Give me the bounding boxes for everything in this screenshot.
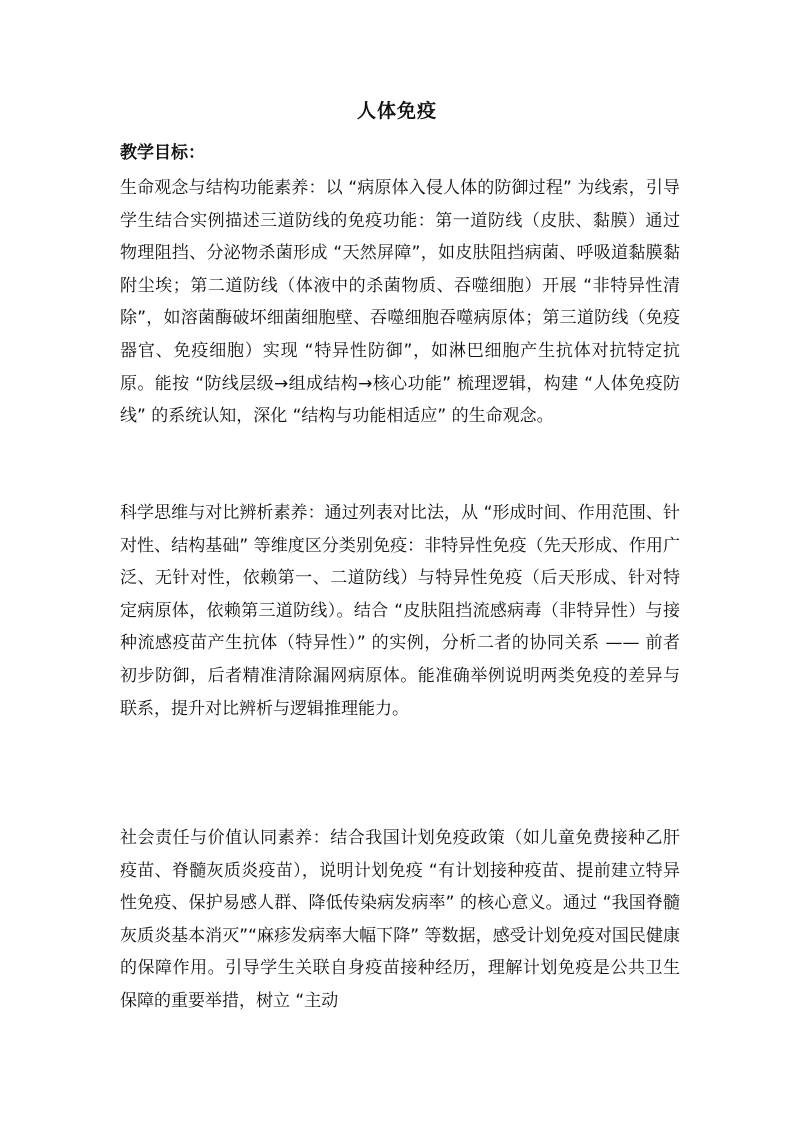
paragraph-scientific-thinking: 科学思维与对比辨析素养：通过列表对比法，从 “形成时间、作用范围、针对性、结构基础” 等维度区分类别免疫：非特异性免疫（先天形成、作用广泛、无针对性，依赖第一、二道防线）与特异性免疫（后天形成、针对特定病原体，依赖第三道防线）。结合 “皮肤阻挡流感病毒（非特异性）与接种流感疫苗产生抗体（特异性）” 的实例，分析二者的协同关系 —— 前者初步防御，后者精准清除漏网病原体。能准确举例说明两类免疫的差异与联系，提升对比辨析与逻辑推理能力。 (120, 503, 680, 719)
paragraph-life-concept: 生命观念与结构功能素养：以 “病原体入侵人体的防御过程” 为线索，引导学生结合实例描述三道防线的免疫功能：第一道防线（皮肤、黏膜）通过物理阻挡、分泌物杀菌形成 “天然屏障”，如皮肤阻挡病菌、呼吸道黏膜黏附尘埃；第二道防线（体液中的杀菌物质、吞噬细胞）开展 “非特异性清除”，如溶菌酶破坏细菌细胞壁、吞噬细胞吞噬病原体；第三道防线（免疫器官、免疫细胞）实现 “特异性防御”，如淋巴细胞产生抗体对抗特定抗原。能按 “防线层级→组成结构→核心功能” 梳理逻辑，构建 “人体免疫防线” 的系统认知，深化 “结构与功能相适应” 的生命观念。 (120, 178, 680, 427)
section-heading-teaching-goals: 教学目标： (120, 143, 205, 163)
paragraph-social-responsibility: 社会责任与价值认同素养：结合我国计划免疫政策（如儿童免费接种乙肝疫苗、脊髓灰质炎疫苗），说明计划免疫 “有计划接种疫苗、提前建立特异性免疫、保护易感人群、降低传染病发病率” 的核心意义。通过 “我国脊髓灰质炎基本消灭”“麻疹发病率大幅下降” 等数据，感受计划免疫对国民健康的保障作用。引导学生关联自身疫苗接种经历，理解计划免疫是公共卫生保障的重要举措，树立 “主动 (120, 828, 680, 1011)
document-title: 人体免疫 (356, 100, 437, 122)
